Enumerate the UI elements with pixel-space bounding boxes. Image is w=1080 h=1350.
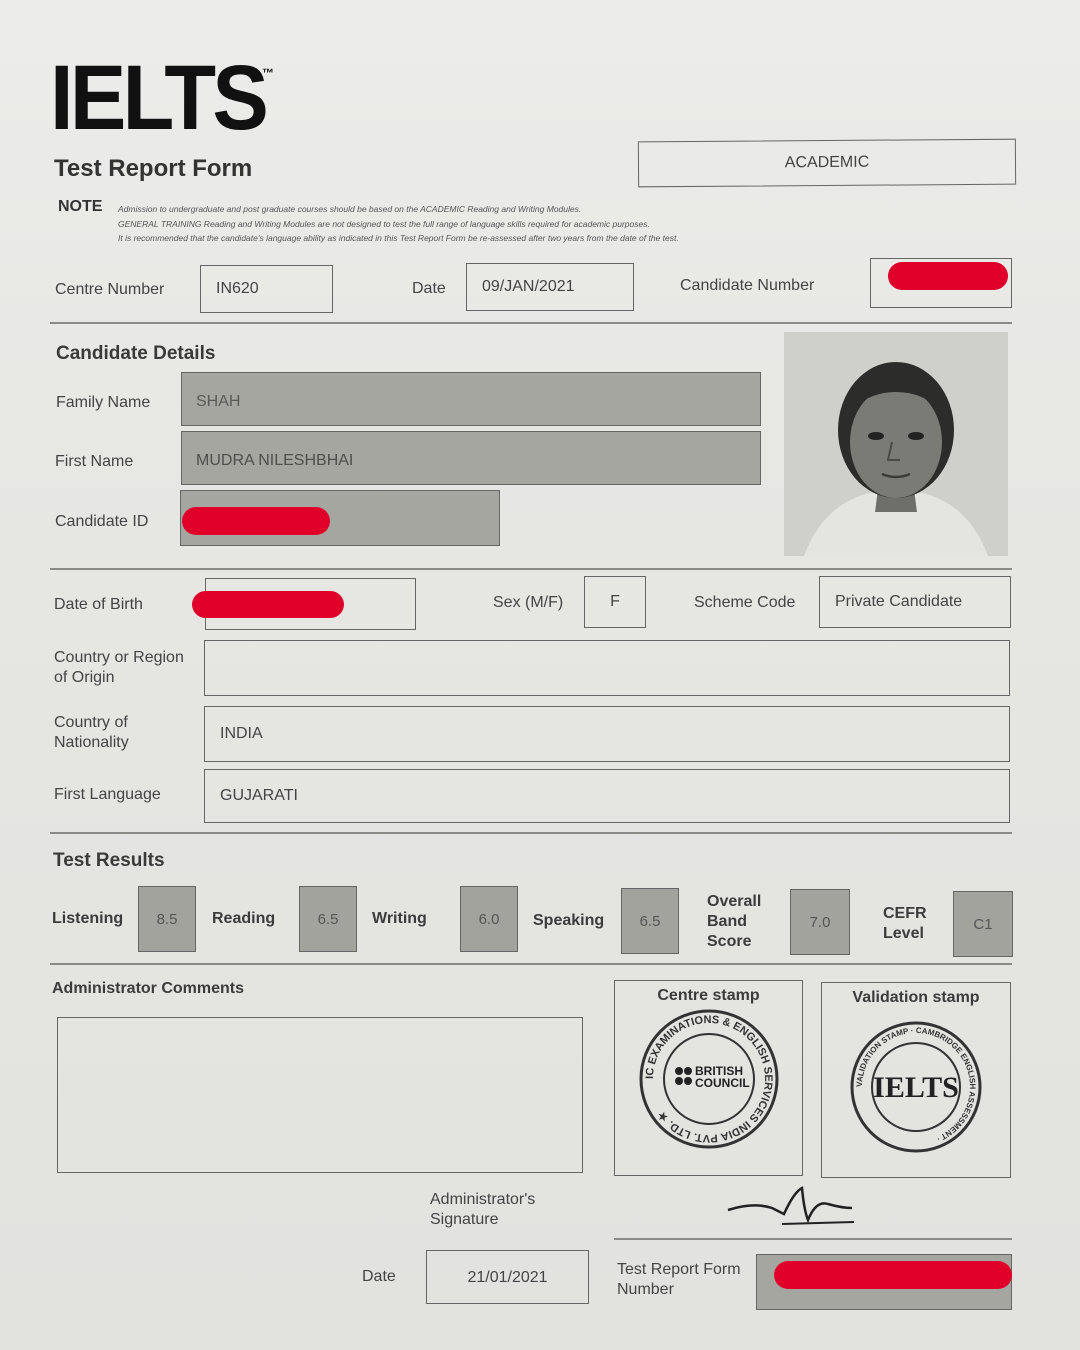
divider	[50, 568, 1012, 570]
trf-number-redaction	[774, 1261, 1012, 1289]
overall-label-3: Score	[707, 933, 752, 950]
cefr-label-2: Level	[883, 925, 924, 942]
svg-text:IELTS: IELTS	[873, 1071, 959, 1104]
first-name-box	[181, 431, 761, 485]
country-origin-box	[204, 640, 1010, 696]
writing-label: Writing	[372, 910, 427, 927]
admin-comments-box	[57, 1017, 583, 1173]
form-title: Test Report Form	[54, 155, 253, 182]
note-line-3: It is recommended that the candidate's language ability as indicated in this Test Report Form be re-assessed after two years from the date of the test.	[118, 233, 679, 243]
note-label: NOTE	[58, 198, 103, 215]
centre-number-box	[200, 265, 333, 313]
first-language-box	[204, 769, 1010, 823]
admin-signature-label-2: Signature	[430, 1211, 499, 1228]
candidate-number-label: Candidate Number	[680, 277, 815, 294]
first-language-value: GUJARATI	[220, 787, 298, 804]
test-date-value: 09/JAN/2021	[482, 278, 575, 295]
family-name-value: SHAH	[196, 393, 241, 410]
listening-score: 8.5	[138, 886, 196, 952]
admin-date-value: 21/01/2021	[467, 1269, 548, 1286]
nationality-value: INDIA	[220, 725, 263, 742]
candidate-photo	[784, 332, 1008, 556]
svg-text:COUNCIL: COUNCIL	[695, 1076, 750, 1090]
divider	[50, 963, 1012, 965]
dob-redaction	[192, 591, 344, 618]
first-name-value: MUDRA NILESHBHAI	[196, 452, 354, 469]
dob-label: Date of Birth	[54, 596, 143, 613]
divider	[614, 1238, 1012, 1240]
trf-number-label-1: Test Report Form	[617, 1261, 741, 1278]
test-results-heading: Test Results	[53, 850, 165, 871]
candidate-id-label: Candidate ID	[55, 513, 149, 530]
validation-stamp-box	[821, 982, 1011, 1178]
ielts-logo: IELTS	[50, 47, 266, 149]
nationality-label-1: Country of	[54, 714, 128, 731]
speaking-score: 6.5	[621, 888, 679, 954]
svg-text:IC EXAMINATIONS & ENGLISH SERV: IC EXAMINATIONS & ENGLISH SERVICES INDIA PVT. LTD. ★	[643, 1013, 775, 1145]
scheme-code-value: Private Candidate	[835, 593, 963, 610]
candidate-details-heading: Candidate Details	[56, 343, 216, 364]
trademark-mark: ™	[262, 66, 274, 80]
divider	[50, 322, 1012, 324]
centre-stamp-seal	[637, 1007, 781, 1151]
writing-score: 6.0	[460, 886, 518, 952]
candidate-id-redaction	[182, 507, 330, 535]
family-name-label: Family Name	[56, 394, 151, 411]
sex-value: F	[610, 593, 620, 610]
test-date-box	[466, 263, 634, 311]
scheme-code-label: Scheme Code	[694, 594, 796, 611]
reading-label: Reading	[212, 910, 276, 927]
sex-label: Sex (M/F)	[493, 594, 564, 611]
validation-stamp-seal	[848, 1019, 984, 1155]
country-origin-label-2: of Origin	[54, 669, 115, 686]
speaking-label: Speaking	[533, 912, 605, 929]
reading-score: 6.5	[299, 886, 357, 952]
module-value: ACADEMIC	[784, 153, 870, 172]
scheme-code-box	[819, 576, 1011, 628]
overall-label-2: Band	[707, 913, 747, 930]
admin-date-label: Date	[362, 1268, 396, 1285]
candidate-number-redaction	[888, 262, 1008, 290]
svg-text:VALIDATION STAMP · CAMBRIDGE E: VALIDATION STAMP · CAMBRIDGE ENGLISH ASSESSMENT ·	[854, 1025, 978, 1144]
svg-text:BRITISH: BRITISH	[695, 1064, 743, 1078]
module-box	[638, 139, 1016, 188]
nationality-box	[204, 706, 1010, 762]
cefr-label-1: CEFR	[883, 905, 927, 922]
first-language-label: First Language	[54, 786, 161, 803]
admin-date-box	[426, 1250, 589, 1304]
centre-stamp-label: Centre stamp	[657, 987, 760, 1004]
listening-label: Listening	[52, 910, 124, 927]
admin-signature-label-1: Administrator's	[430, 1191, 536, 1208]
centre-number-value: IN620	[216, 280, 259, 297]
family-name-box	[181, 372, 761, 426]
cefr-level: C1	[953, 891, 1013, 957]
validation-stamp-label: Validation stamp	[852, 989, 980, 1006]
overall-score: 7.0	[790, 889, 850, 955]
trf-number-label-2: Number	[617, 1281, 674, 1298]
note-line-1: Admission to undergraduate and post graduate courses should be based on the ACADEMIC Reading and Writing Modules.	[118, 204, 582, 214]
admin-comments-label: Administrator Comments	[52, 980, 245, 997]
candidate-portrait	[784, 332, 1008, 556]
centre-stamp-box	[614, 980, 803, 1176]
sex-box	[584, 576, 646, 628]
first-name-label: First Name	[55, 453, 134, 470]
date-label: Date	[412, 280, 446, 297]
nationality-label-2: Nationality	[54, 734, 129, 751]
note-line-2: GENERAL TRAINING Reading and Writing Modules are not designed to test the full range of language skills required for academic purposes.	[118, 219, 650, 229]
centre-number-label: Centre Number	[55, 281, 165, 298]
divider	[50, 832, 1012, 834]
country-origin-label-1: Country or Region	[54, 649, 184, 666]
overall-label-1: Overall	[707, 893, 762, 910]
admin-signature	[724, 1180, 860, 1232]
